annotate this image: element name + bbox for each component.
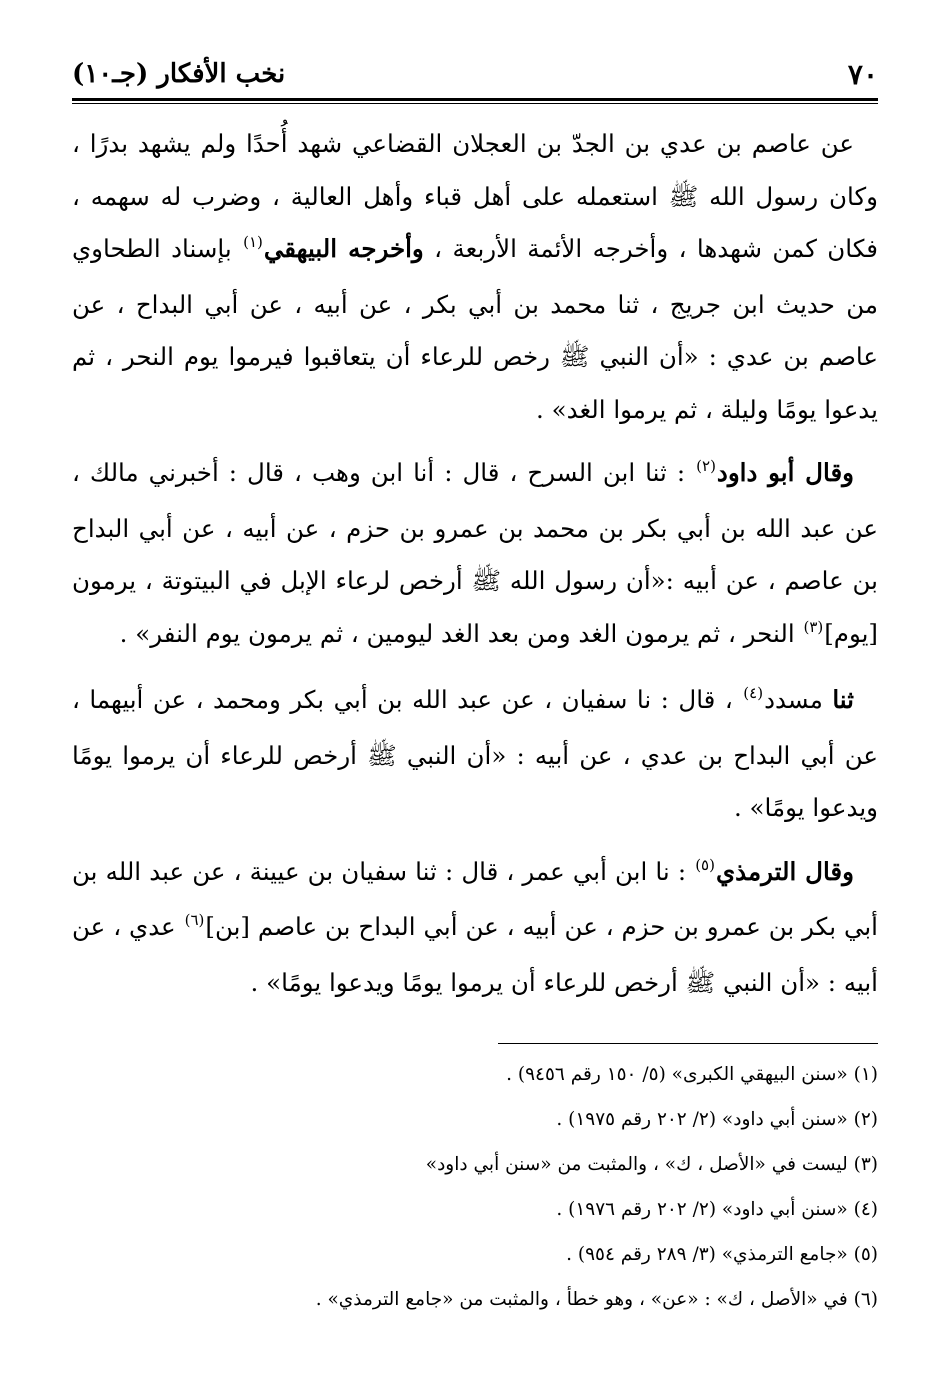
footnote-3: (٣) ليست في «الأصل ، ك» ، والمثبت من «سنن أبي داود» [425,1154,878,1175]
running-title: نخب الأفكار (جـ١٠) [72,59,286,89]
page-header [72,52,878,96]
text-run: : نا ابن أبي عمر ، قال : ثنا سفيان بن عيينة ، عن عبد الله بن أبي بكر بن عمرو بن حزم ، عن أبيه ، عن أبي البداح بن عاصم [بن] [72,856,878,941]
header-rule-thick [72,98,878,101]
footnote-marker: (٣) [803,617,824,636]
text-run: مسدد [764,685,833,714]
text-run: عدي ، عن أبيه : «أن النبي ﷺ أرخص للرعاء أن يرموا يومًا ويدعوا يومًا» . [72,912,878,997]
text-run: النحر ، ثم يرمون الغد ومن بعد الغد ليومين ، ثم يرمون يوم النفر» . [119,618,803,648]
paragraph [72,846,878,1010]
footnote-4: (٤) «سنن أبي داود» (٢/ ٢٠٢ رقم ١٩٧٦) . [556,1199,878,1220]
footnote-6: (٦) في «الأصل ، ك» : «عن» ، وهو خطأ ، والمثبت من «جامع الترمذي» . [315,1289,878,1310]
footnote-marker: (١) [243,233,263,251]
bold-text: وأخرجه البيهقي [263,234,424,263]
footnote-separator [498,1043,878,1044]
footnote-5: (٥) «جامع الترمذي» (٣/ ٢٨٩ رقم ٩٥٤) . [566,1244,878,1265]
footnote-marker: (٥) [695,855,715,874]
bold-text: ثنا [832,685,854,714]
text-run: عن عاصم بن عدي بن الجدّ بن العجلان القضاعي شهد أُحدًا ولم يشهد بدرًا ، وكان رسول الله ﷺ استعمله على أهل قباء وأهل العالية ، وضرب له سهمه ، فكان كمن شهدها ، وأخرجه الأئمة الأربعة ، [72,129,878,263]
footnote-2: (٢) «سنن أبي داود» (٢/ ٢٠٢ رقم ١٩٧٥) . [556,1109,878,1130]
text-run: بإسناد الطحاوي من حديث ابن جريج ، ثنا محمد بن أبي بكر ، عن أبيه ، عن أبي البداح ، عن عاصم بن عدي : «أن النبي ﷺ رخص للرعاء أن يتعاقبوا فيرموا يوم النحر ، ثم يدعوا يومًا وليلة ، ثم يرموا الغد» . [72,234,878,424]
paragraph [72,118,878,436]
main-text [72,118,878,1020]
page-number: ٧٠ [847,57,878,91]
paragraph [72,674,878,835]
footnotes [72,1052,878,1322]
footnote-marker: (٤) [743,684,764,702]
footnote-1: (١) «سنن البيهقي الكبرى» (٥/ ١٥٠ رقم ٩٤٥٦) . [506,1064,878,1085]
text-run: ، قال : نا سفيان ، عن عبد الله بن أبي بكر ومحمد ، عن أبيهما ، عن أبي البداح بن عدي ، عن أبيه : «أن النبي ﷺ أرخص للرعاء أن يرموا يومًا ويدعوا يومًا» . [72,685,878,822]
paragraph [72,447,878,663]
bold-text: وقال أبو داود [716,458,854,487]
footnote-marker: (٢) [696,457,716,475]
bold-text: وقال الترمذي [715,856,854,886]
footnote-marker: (٦) [184,911,205,929]
header-rule-thin [72,103,878,104]
text-run: : ثنا ابن السرح ، قال : أنا ابن وهب ، قال : أخبرني مالك ، عن عبد الله بن أبي بكر بن محمد بن عمرو بن حزم ، عن أبيه ، عن أبي البداح بن عاصم ، عن أبيه :«أن رسول الله ﷺ أرخص لرعاء الإبل في البيتوتة ، يرمون [يوم] [72,458,878,648]
